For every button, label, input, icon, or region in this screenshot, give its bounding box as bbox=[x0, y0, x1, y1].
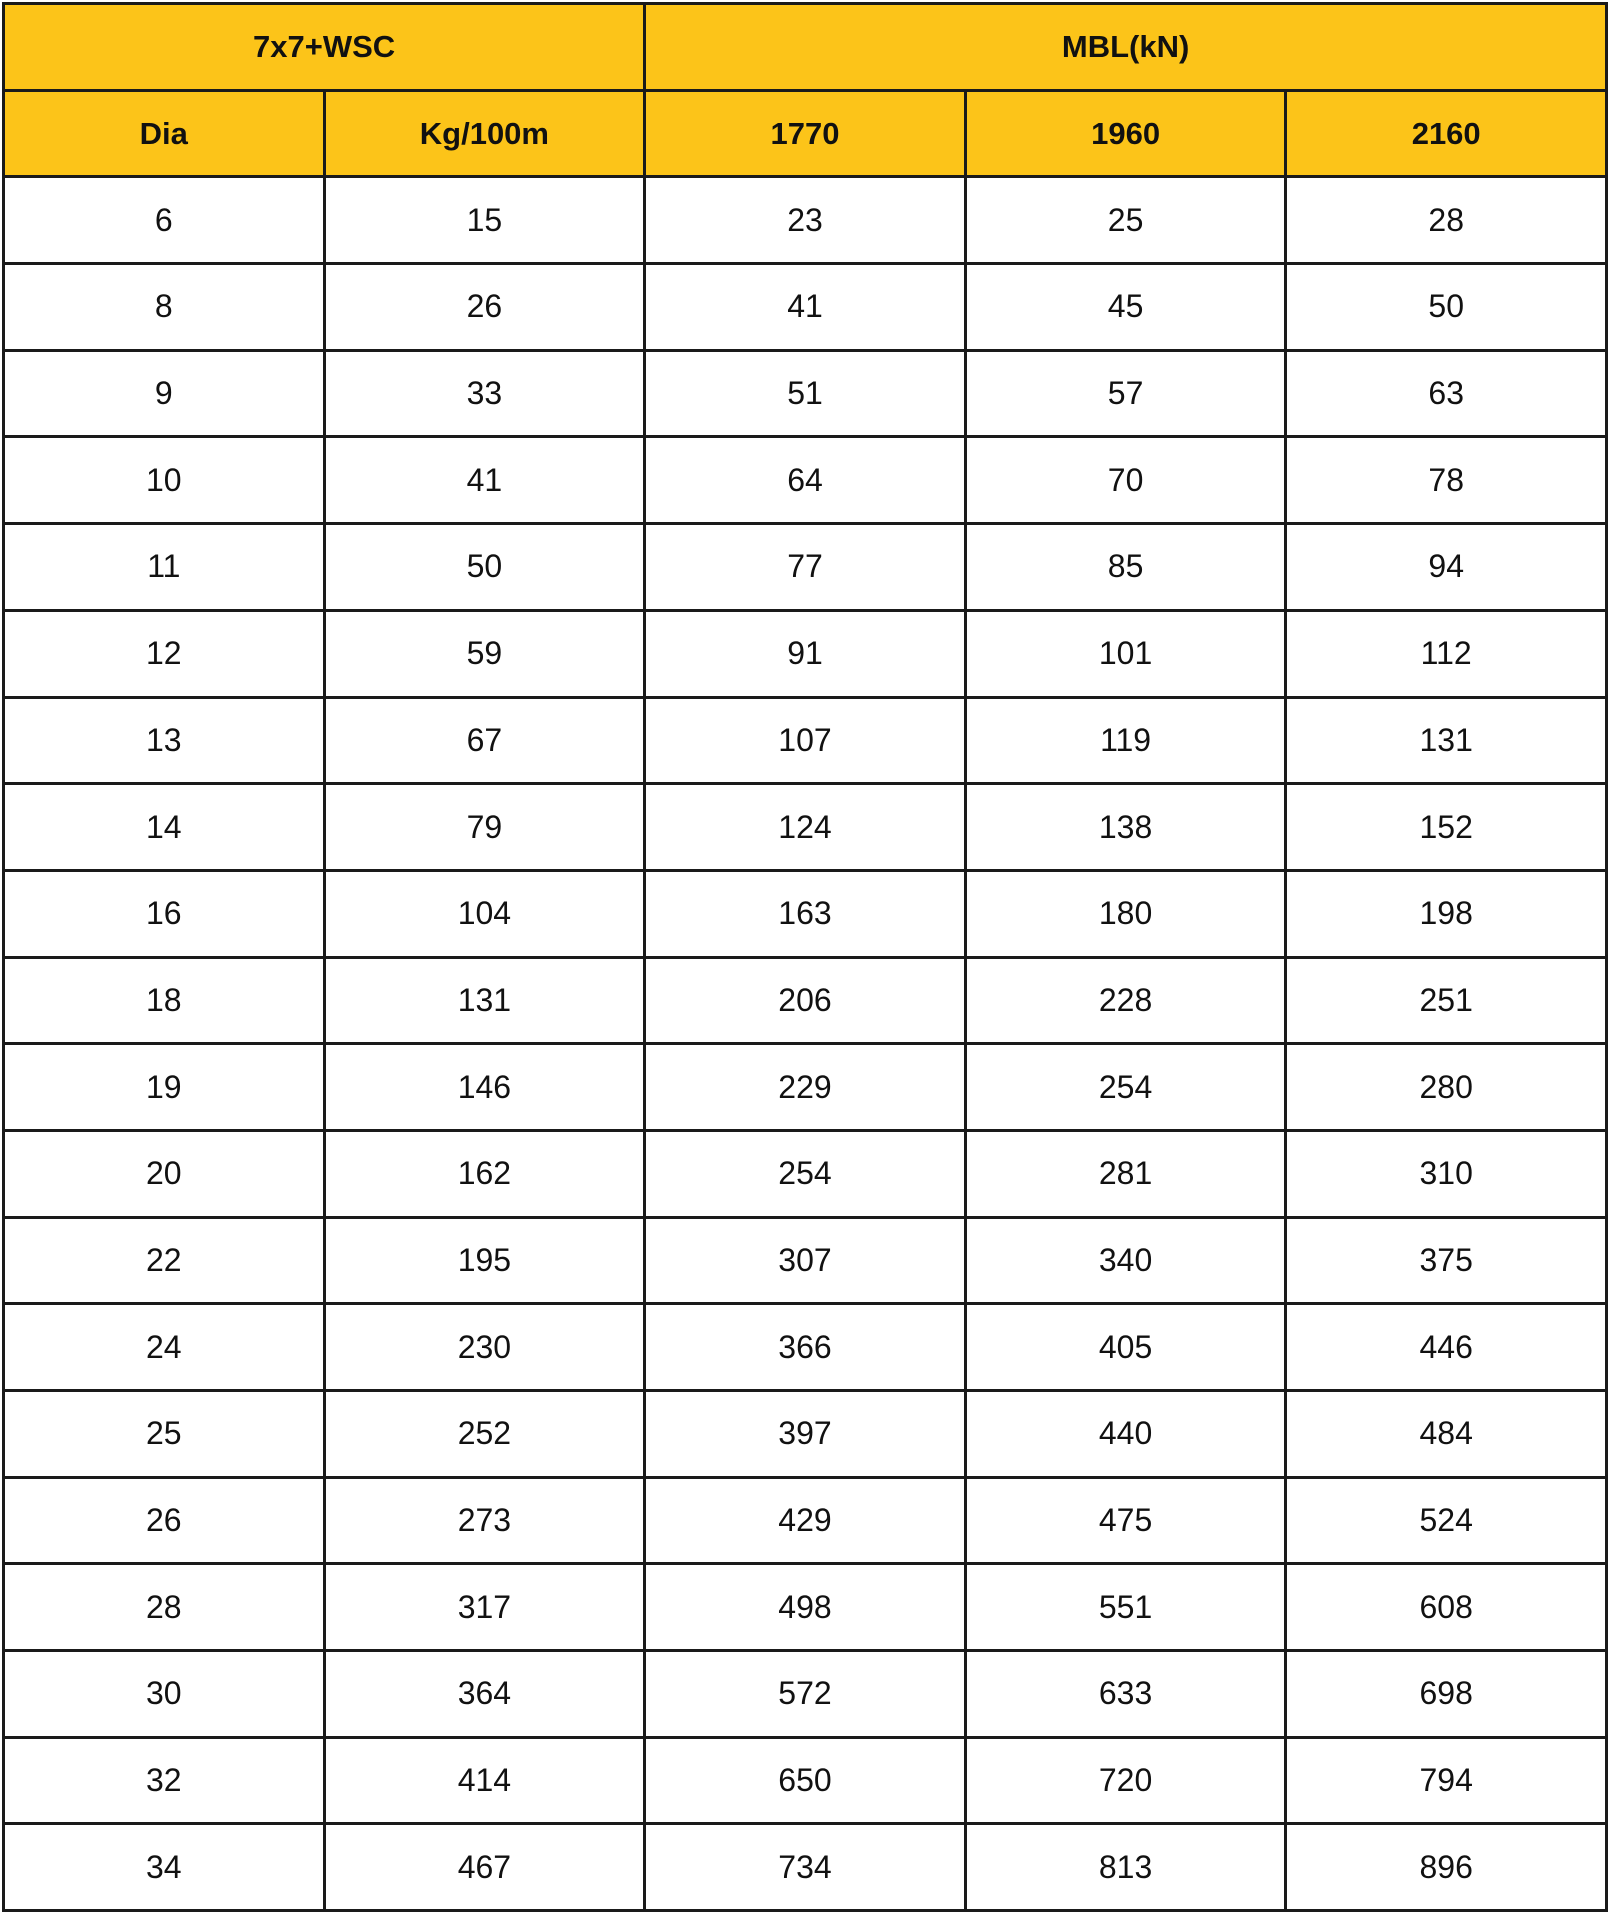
table-row bbox=[4, 177, 1607, 264]
cell-mbl-1770: 254 bbox=[645, 1130, 966, 1217]
cell-dia: 22 bbox=[4, 1217, 325, 1304]
group-header-row bbox=[4, 4, 1607, 91]
cell-weight: 104 bbox=[324, 870, 645, 957]
column-header-grade-1960: 1960 bbox=[965, 90, 1286, 177]
column-header-grade-1770: 1770 bbox=[645, 90, 966, 177]
cell-mbl-1960: 85 bbox=[965, 524, 1286, 611]
cell-mbl-1960: 101 bbox=[965, 610, 1286, 697]
cell-dia: 25 bbox=[4, 1391, 325, 1478]
cell-mbl-1770: 572 bbox=[645, 1651, 966, 1738]
table-row bbox=[4, 524, 1607, 611]
cell-mbl-2160: 896 bbox=[1286, 1824, 1607, 1911]
cell-weight: 33 bbox=[324, 350, 645, 437]
cell-mbl-1960: 228 bbox=[965, 957, 1286, 1044]
cell-weight: 252 bbox=[324, 1391, 645, 1478]
cell-mbl-1770: 366 bbox=[645, 1304, 966, 1391]
cell-dia: 11 bbox=[4, 524, 325, 611]
cell-weight: 131 bbox=[324, 957, 645, 1044]
cell-dia: 18 bbox=[4, 957, 325, 1044]
cell-mbl-2160: 524 bbox=[1286, 1477, 1607, 1564]
cell-mbl-1770: 163 bbox=[645, 870, 966, 957]
cell-mbl-1770: 229 bbox=[645, 1044, 966, 1131]
cell-mbl-1960: 633 bbox=[965, 1651, 1286, 1738]
cell-mbl-2160: 794 bbox=[1286, 1737, 1607, 1824]
table-row bbox=[4, 1130, 1607, 1217]
table-row bbox=[4, 610, 1607, 697]
cell-mbl-1770: 41 bbox=[645, 264, 966, 351]
cell-mbl-2160: 152 bbox=[1286, 784, 1607, 871]
table-row bbox=[4, 350, 1607, 437]
cell-dia: 20 bbox=[4, 1130, 325, 1217]
cell-weight: 230 bbox=[324, 1304, 645, 1391]
cell-weight: 162 bbox=[324, 1130, 645, 1217]
cell-mbl-1770: 307 bbox=[645, 1217, 966, 1304]
cell-weight: 146 bbox=[324, 1044, 645, 1131]
column-header-dia: Dia bbox=[4, 90, 325, 177]
cell-mbl-1960: 551 bbox=[965, 1564, 1286, 1651]
cell-mbl-1770: 77 bbox=[645, 524, 966, 611]
cell-mbl-1960: 119 bbox=[965, 697, 1286, 784]
cell-dia: 13 bbox=[4, 697, 325, 784]
table-row bbox=[4, 1737, 1607, 1824]
cell-mbl-1960: 254 bbox=[965, 1044, 1286, 1131]
cell-mbl-1960: 57 bbox=[965, 350, 1286, 437]
cell-mbl-2160: 198 bbox=[1286, 870, 1607, 957]
cell-mbl-1960: 720 bbox=[965, 1737, 1286, 1824]
group-header-construction: 7x7+WSC bbox=[4, 4, 645, 91]
cell-weight: 414 bbox=[324, 1737, 645, 1824]
cell-weight: 50 bbox=[324, 524, 645, 611]
cell-dia: 34 bbox=[4, 1824, 325, 1911]
cell-mbl-1770: 51 bbox=[645, 350, 966, 437]
cell-mbl-1770: 206 bbox=[645, 957, 966, 1044]
cell-mbl-2160: 251 bbox=[1286, 957, 1607, 1044]
cell-dia: 24 bbox=[4, 1304, 325, 1391]
cell-dia: 30 bbox=[4, 1651, 325, 1738]
cell-mbl-2160: 78 bbox=[1286, 437, 1607, 524]
table-row bbox=[4, 1651, 1607, 1738]
column-header-grade-2160: 2160 bbox=[1286, 90, 1607, 177]
table-row bbox=[4, 1564, 1607, 1651]
cell-mbl-1960: 138 bbox=[965, 784, 1286, 871]
table-row bbox=[4, 1044, 1607, 1131]
cell-mbl-1960: 813 bbox=[965, 1824, 1286, 1911]
table-row bbox=[4, 870, 1607, 957]
cell-weight: 273 bbox=[324, 1477, 645, 1564]
cell-mbl-2160: 698 bbox=[1286, 1651, 1607, 1738]
table-header bbox=[4, 4, 1607, 177]
cell-mbl-1960: 70 bbox=[965, 437, 1286, 524]
cell-mbl-2160: 608 bbox=[1286, 1564, 1607, 1651]
wire-rope-spec-table bbox=[2, 2, 1608, 1912]
cell-mbl-1960: 25 bbox=[965, 177, 1286, 264]
cell-dia: 10 bbox=[4, 437, 325, 524]
cell-mbl-1770: 124 bbox=[645, 784, 966, 871]
table-row bbox=[4, 1391, 1607, 1478]
cell-dia: 9 bbox=[4, 350, 325, 437]
cell-mbl-2160: 63 bbox=[1286, 350, 1607, 437]
cell-weight: 41 bbox=[324, 437, 645, 524]
cell-mbl-1770: 734 bbox=[645, 1824, 966, 1911]
cell-mbl-2160: 28 bbox=[1286, 177, 1607, 264]
cell-weight: 59 bbox=[324, 610, 645, 697]
cell-mbl-2160: 484 bbox=[1286, 1391, 1607, 1478]
cell-mbl-2160: 280 bbox=[1286, 1044, 1607, 1131]
table-row bbox=[4, 1824, 1607, 1911]
cell-dia: 16 bbox=[4, 870, 325, 957]
cell-mbl-2160: 375 bbox=[1286, 1217, 1607, 1304]
cell-dia: 32 bbox=[4, 1737, 325, 1824]
cell-mbl-1770: 91 bbox=[645, 610, 966, 697]
cell-weight: 15 bbox=[324, 177, 645, 264]
table-row bbox=[4, 437, 1607, 524]
cell-mbl-2160: 310 bbox=[1286, 1130, 1607, 1217]
cell-mbl-1960: 180 bbox=[965, 870, 1286, 957]
cell-weight: 467 bbox=[324, 1824, 645, 1911]
cell-mbl-1960: 45 bbox=[965, 264, 1286, 351]
cell-dia: 19 bbox=[4, 1044, 325, 1131]
cell-dia: 12 bbox=[4, 610, 325, 697]
cell-mbl-1960: 340 bbox=[965, 1217, 1286, 1304]
cell-dia: 8 bbox=[4, 264, 325, 351]
cell-mbl-1770: 107 bbox=[645, 697, 966, 784]
cell-mbl-2160: 112 bbox=[1286, 610, 1607, 697]
cell-dia: 28 bbox=[4, 1564, 325, 1651]
cell-dia: 6 bbox=[4, 177, 325, 264]
cell-weight: 67 bbox=[324, 697, 645, 784]
table-row bbox=[4, 264, 1607, 351]
table-row bbox=[4, 1477, 1607, 1564]
cell-mbl-1770: 498 bbox=[645, 1564, 966, 1651]
cell-mbl-2160: 446 bbox=[1286, 1304, 1607, 1391]
cell-mbl-1960: 475 bbox=[965, 1477, 1286, 1564]
cell-mbl-1770: 650 bbox=[645, 1737, 966, 1824]
table-row bbox=[4, 1217, 1607, 1304]
cell-weight: 26 bbox=[324, 264, 645, 351]
cell-weight: 79 bbox=[324, 784, 645, 871]
cell-weight: 364 bbox=[324, 1651, 645, 1738]
cell-mbl-1770: 23 bbox=[645, 177, 966, 264]
cell-weight: 195 bbox=[324, 1217, 645, 1304]
cell-mbl-2160: 50 bbox=[1286, 264, 1607, 351]
column-header-row bbox=[4, 90, 1607, 177]
cell-dia: 26 bbox=[4, 1477, 325, 1564]
cell-mbl-1770: 64 bbox=[645, 437, 966, 524]
cell-mbl-1960: 405 bbox=[965, 1304, 1286, 1391]
cell-mbl-2160: 131 bbox=[1286, 697, 1607, 784]
table-row bbox=[4, 957, 1607, 1044]
table-row bbox=[4, 697, 1607, 784]
cell-dia: 14 bbox=[4, 784, 325, 871]
cell-mbl-2160: 94 bbox=[1286, 524, 1607, 611]
cell-mbl-1960: 440 bbox=[965, 1391, 1286, 1478]
cell-mbl-1770: 397 bbox=[645, 1391, 966, 1478]
group-header-mbl: MBL(kN) bbox=[645, 4, 1607, 91]
cell-weight: 317 bbox=[324, 1564, 645, 1651]
column-header-weight: Kg/100m bbox=[324, 90, 645, 177]
table-row bbox=[4, 1304, 1607, 1391]
table-body bbox=[4, 177, 1607, 1911]
cell-mbl-1960: 281 bbox=[965, 1130, 1286, 1217]
cell-mbl-1770: 429 bbox=[645, 1477, 966, 1564]
table-row bbox=[4, 784, 1607, 871]
